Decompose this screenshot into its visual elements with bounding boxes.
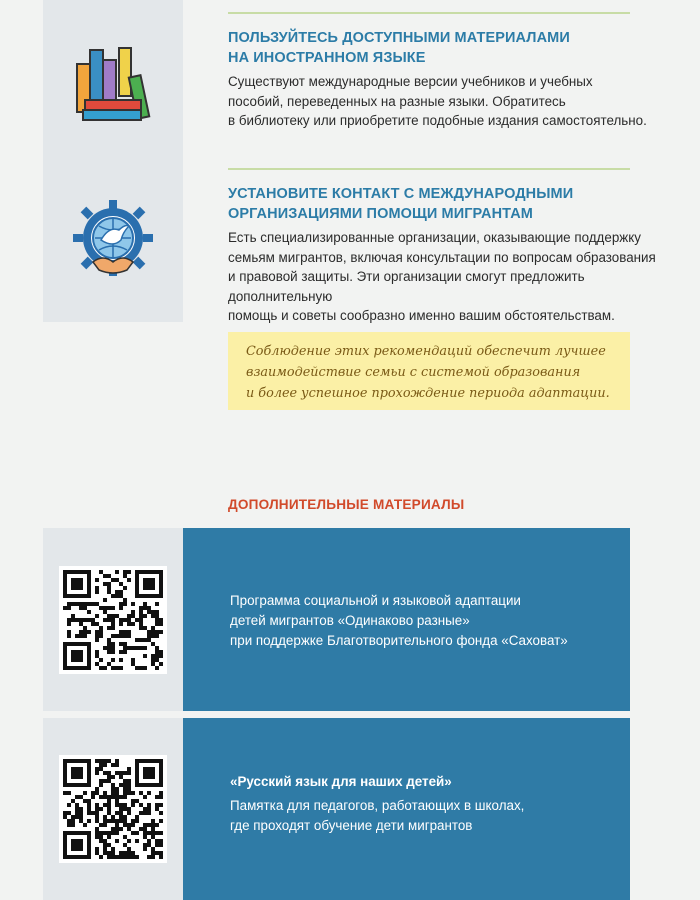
section-divider bbox=[228, 12, 630, 14]
section-body bbox=[228, 228, 668, 326]
note-line: взаимодействие семьи с системой образования bbox=[246, 365, 581, 380]
books-icon bbox=[43, 34, 183, 130]
title-line: УСТАНОВИТЕ КОНТАКТ С МЕЖДУНАРОДНЫМИ bbox=[228, 186, 574, 202]
card-line: детей мигрантов «Одинаково разные» bbox=[230, 613, 470, 628]
card-line: при поддержке Благотворительного фонда «Саховат» bbox=[230, 633, 568, 648]
body-line: в библиотеку или приобретите подобные издания самостоятельно. bbox=[228, 113, 647, 128]
body-line: Существуют международные версии учебников и учебных bbox=[228, 74, 593, 89]
materials-heading: ДОПОЛНИТЕЛЬНЫЕ МАТЕРИАЛЫ bbox=[228, 497, 465, 512]
material-card-adaptation-program[interactable] bbox=[183, 528, 630, 711]
title-line: ОРГАНИЗАЦИЯМИ ПОМОЩИ МИГРАНТАМ bbox=[228, 206, 533, 222]
card-title: «Русский язык для наших детей» bbox=[230, 774, 452, 789]
body-line: помощь и советы сообразно именно вашим обстоятельствам. bbox=[228, 308, 615, 323]
card-line: Памятка для педагогов, работающих в школах, bbox=[230, 798, 525, 813]
qr-code-icon[interactable] bbox=[59, 755, 167, 863]
section-title bbox=[228, 184, 668, 224]
section-title bbox=[228, 28, 668, 68]
recommendation-note bbox=[228, 332, 630, 410]
card-line: где проходят обучение дети мигрантов bbox=[230, 818, 473, 833]
title-line: ПОЛЬЗУЙТЕСЬ ДОСТУПНЫМИ МАТЕРИАЛАМИ bbox=[228, 30, 570, 46]
section-divider bbox=[228, 168, 630, 170]
body-line: и правовой защиты. Эти организации смогут предложить дополнительную bbox=[228, 269, 585, 304]
body-line: семьям мигрантов, включая консультации по вопросам образования bbox=[228, 249, 656, 265]
card-line: Программа социальной и языковой адаптации bbox=[230, 593, 521, 608]
title-line: НА ИНОСТРАННОМ ЯЗЫКЕ bbox=[228, 50, 426, 66]
body-line: пособий, переведенных на разные языки. Обратитесь bbox=[228, 93, 566, 109]
qr-cell bbox=[43, 718, 183, 900]
note-line: Соблюдение этих рекомендаций обеспечит лучшее bbox=[246, 344, 606, 359]
section-migrant-organizations bbox=[228, 184, 668, 326]
body-line: Есть специализированные организации, оказывающие поддержку bbox=[228, 230, 641, 245]
migrant-aid-emblem-icon bbox=[43, 192, 183, 288]
note-line: и более успешное прохождение периода адаптации. bbox=[246, 386, 610, 401]
section-foreign-materials bbox=[228, 28, 668, 131]
section-body bbox=[228, 72, 668, 131]
qr-code-icon[interactable] bbox=[59, 566, 167, 674]
material-card-russian-language[interactable] bbox=[183, 718, 630, 900]
qr-cell bbox=[43, 528, 183, 711]
